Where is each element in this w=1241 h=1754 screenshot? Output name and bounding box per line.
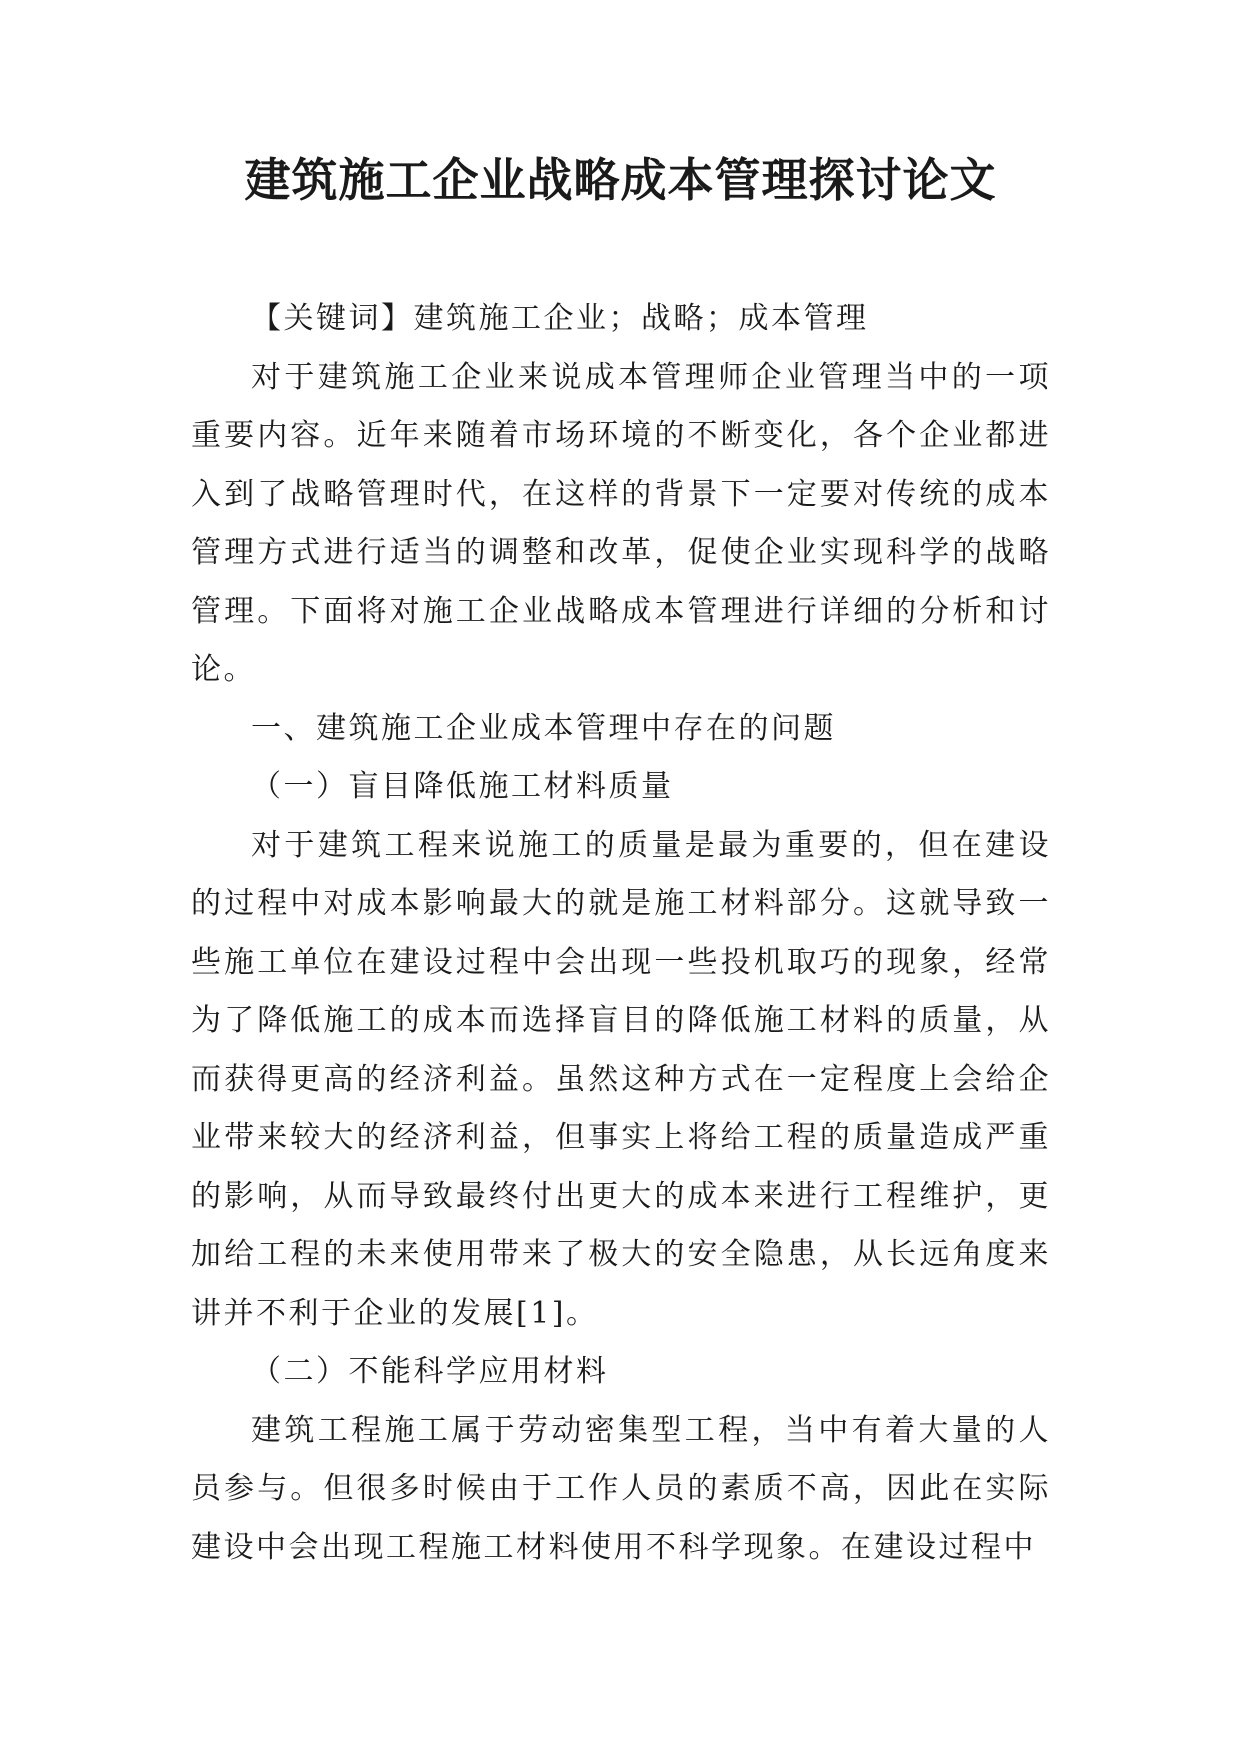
subsection-heading: （一）盲目降低施工材料质量 — [251, 769, 674, 804]
intro-paragraph: 对于建筑施工企业来说成本管理师企业管理当中的一项重要内容。近年来随着市场环境的不断变化，各个企业都进入到了战略管理时代，在这样的背景下一定要对传统的成本管理方式进行适当的调整和改革，促使企业实现科学的战略管理。下面将对施工企业战略成本管理进行详细的分析和讨论。 — [191, 359, 1051, 687]
body-paragraph: 对于建筑工程来说施工的质量是最为重要的，但在建设的过程中对成本影响最大的就是施工材料部分。这就导致一些施工单位在建设过程中会出现一些投机取巧的现象，经常为了降低施工的成本而选择盲目的降低施工材料的质量，从而获得更高的经济利益。虽然这种方式在一定程度上会给企业带来较大的经济利益，但事实上将给工程的质量造成严重的影响，从而导致最终付出更大的成本来进行工程维护，更加给工程的未来使用带来了极大的安全隐患，从长远角度来讲并不利于企业的发展[1]。 — [191, 827, 1051, 1331]
document-body — [191, 290, 1051, 1577]
document-title: 建筑施工企业战略成本管理探讨论文 — [244, 153, 997, 207]
keywords-paragraph: 【关键词】建筑施工企业；战略；成本管理 — [251, 301, 869, 336]
subsection-heading: （二）不能科学应用材料 — [251, 1354, 609, 1389]
section-heading: 一、建筑施工企业成本管理中存在的问题 — [251, 710, 836, 746]
body-paragraph: 建筑工程施工属于劳动密集型工程，当中有着大量的人员参与。但很多时候由于工作人员的素质不高，因此在实际建设中会出现工程施工材料使用不科学现象。在建设过程中 — [191, 1412, 1051, 1565]
